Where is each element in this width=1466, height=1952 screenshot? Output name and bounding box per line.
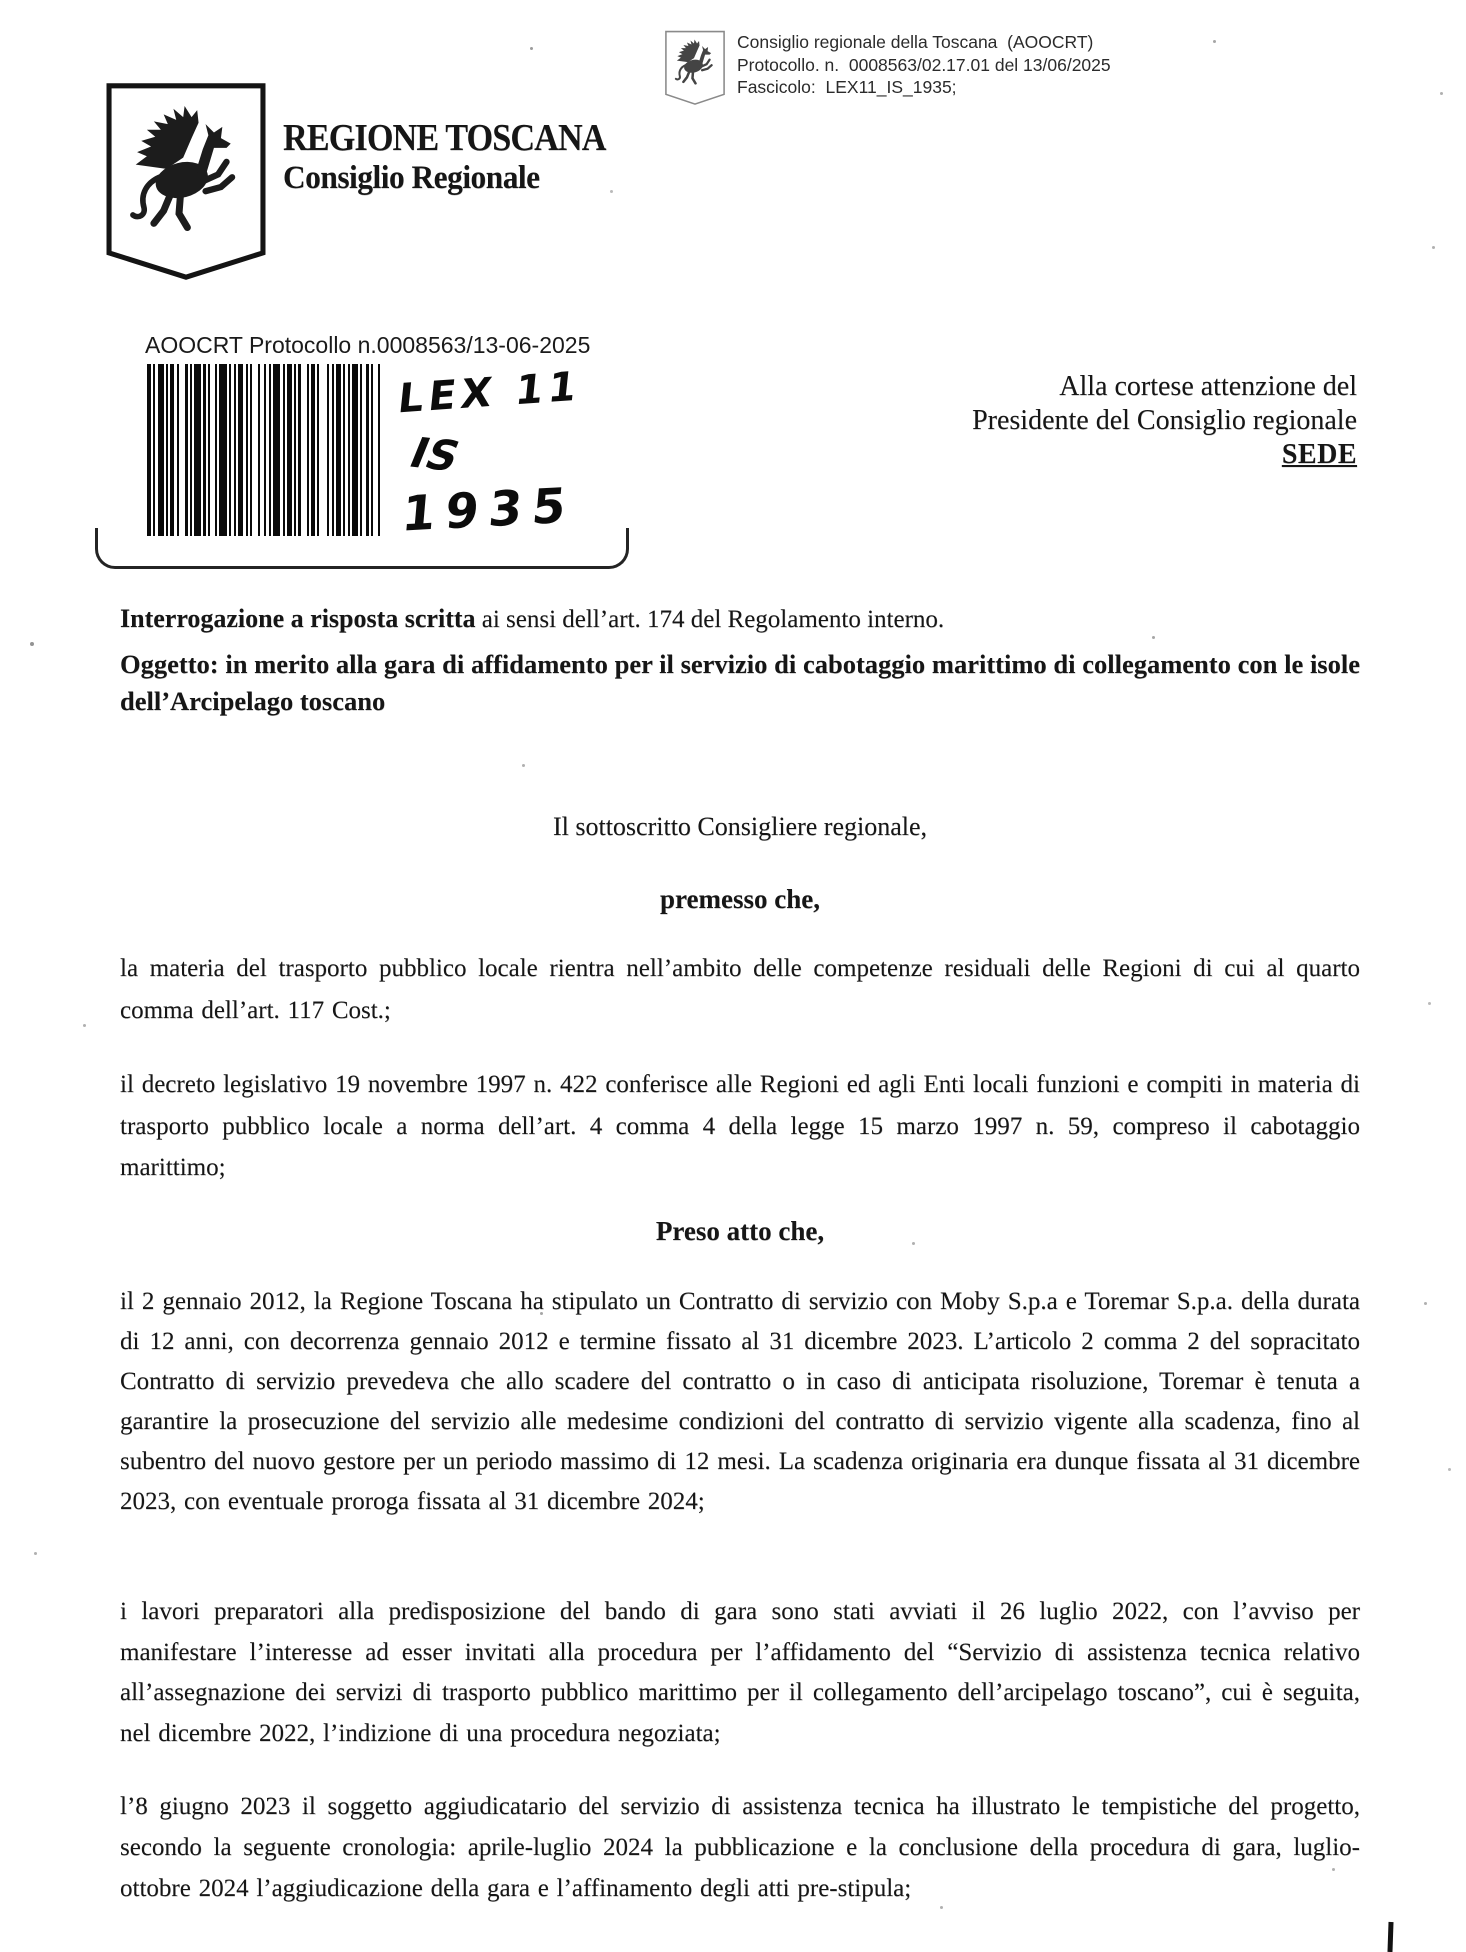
barcode [147, 364, 399, 536]
pegasus-shield-logo [106, 82, 266, 282]
scan-speck [1432, 246, 1435, 249]
body-paragraph-4: i lavori preparatori alla predisposizione del bando di gara sono stati avviati il 26 luglio 2022, con l’avviso per manifestare l’interesse ad esser invitati alla procedura per l’affidamento del “Servizio di assistenza tecnica relativo all’assegnazione dei servizi di trasporto pubblico marittimo per il collegamento dell’arcipelago toscano”, cui è seguita, nel dicembre 2022, l’indizione di una procedura negoziata; [120, 1598, 1360, 1747]
subject-paragraph: Oggetto: in merito alla gara di affidamento per il servizio di cabotaggio marittimo di collegamento con le isole dell’Arcipelago toscano [120, 649, 1360, 716]
scan-speck [1428, 1002, 1431, 1005]
recipient-line-1: Alla cortese attenzione del [1059, 371, 1357, 402]
pegasus-stamp-icon [664, 30, 726, 106]
opening-line: Il sottoscritto Consigliere regionale, [552, 812, 928, 841]
scan-speck [1213, 40, 1216, 43]
letterhead-text [283, 118, 803, 197]
scan-speck [738, 1852, 741, 1855]
barcode-bar [194, 364, 201, 536]
scan-speck [1152, 636, 1155, 639]
stamp-line-3: Fascicolo: LEX11_IS_1935; [737, 77, 957, 97]
body-paragraph-5: l’8 giugno 2023 il soggetto aggiudicatario del servizio di assistenza tecnica ha illustrato le tempistiche del progetto, secondo la seguente cronologia: aprile-luglio 2024 la pubblicazione e la conclusione della procedura di gara, luglio-ottobre 2024 l’aggiudicazione della gara e l’affinamento degli atti pre-stipula; [120, 1793, 1360, 1902]
scan-speck [34, 1552, 37, 1555]
document-type-bold: Interrogazione a risposta scritta [120, 604, 476, 633]
barcode-bar [380, 364, 383, 536]
handwritten-number: 1935 [399, 477, 578, 543]
scan-speck [540, 1312, 543, 1315]
protocol-label: AOOCRT Protocollo n.0008563/13-06-2025 [145, 332, 591, 358]
page-edge-artifact [1387, 1922, 1393, 1952]
recipient-line-2: Presidente del Consiglio regionale [972, 405, 1357, 436]
handwritten-type: IS [402, 428, 468, 481]
scan-speck [137, 698, 140, 701]
scan-speck [1332, 1868, 1335, 1871]
stamp-line-2: Protocollo. n. 0008563/02.17.01 del 13/06/2025 [737, 54, 1111, 75]
recipient-sede: SEDE [1281, 439, 1357, 470]
scan-speck [432, 1602, 435, 1605]
letterhead-title: REGIONE TOSCANA [283, 117, 606, 159]
protocol-stamp [664, 30, 1111, 106]
stamp-line-1: Consiglio regionale della Toscana (AOOCRT) [737, 32, 1094, 52]
scan-speck [83, 1024, 86, 1027]
premise-heading: premesso che, [660, 884, 820, 914]
protocol-stamp-text [737, 30, 1111, 106]
document-type-rest: ai sensi dell’art. 174 del Regolamento interno. [475, 606, 945, 633]
barcode-bar [219, 364, 227, 536]
barcode-bar [319, 364, 327, 536]
body-paragraph-3: il 2 gennaio 2012, la Regione Toscana ha stipulato un Contratto di servizio con Moby S.p.a e Toremar S.p.a. della durata di 12 anni, con decorrenza gennaio 2012 e termine fissato al 31 dicembre 2023. L’articolo 2 comma 2 del sopracitato Contratto di servizio prevedeva che allo scadere del contratto o in caso di anticipata risoluzione, Toremar è tenuta a garantire la prosecuzione del servizio alle medesime condizioni del contratto di servizio vigente alla scadenza, fino al subentro del nuovo gestore per un periodo massimo di 12 mesi. La scadenza originaria era dunque fissata al 31 dicembre 2023, con eventuale proroga fissata al 31 dicembre 2024; [120, 1288, 1360, 1515]
scan-speck [940, 1906, 943, 1909]
scan-speck [30, 642, 34, 646]
scan-speck [610, 190, 613, 193]
body-paragraph-1: la materia del trasporto pubblico locale rientra nell’ambito delle competenze residuali delle Regioni di cui al quarto comma dell’art. 117 Cost.; [120, 955, 1360, 1024]
scan-speck [530, 47, 533, 50]
handwritten-classification: LEX 11 [395, 363, 584, 423]
scan-speck [1448, 1468, 1451, 1471]
acknowledge-heading: Preso atto che, [655, 1216, 825, 1246]
scan-speck [1424, 1302, 1427, 1305]
scan-speck [1440, 92, 1443, 95]
letterhead-subtitle: Consiglio Regionale [283, 160, 540, 196]
scan-speck [912, 1242, 915, 1245]
document-type-line [120, 604, 1360, 634]
barcode-bar [273, 364, 280, 536]
scan-speck [522, 764, 525, 767]
body-paragraph-2: il decreto legislativo 19 novembre 1997 n. 422 conferisce alle Regioni ed agli Enti locali funzioni e compiti in materia di trasporto pubblico locale a norma dell’art. 4 comma 4 della legge 15 marzo 1997 n. 59, compreso il cabotaggio marittimo; [120, 1071, 1360, 1181]
recipient-block [972, 370, 1357, 472]
